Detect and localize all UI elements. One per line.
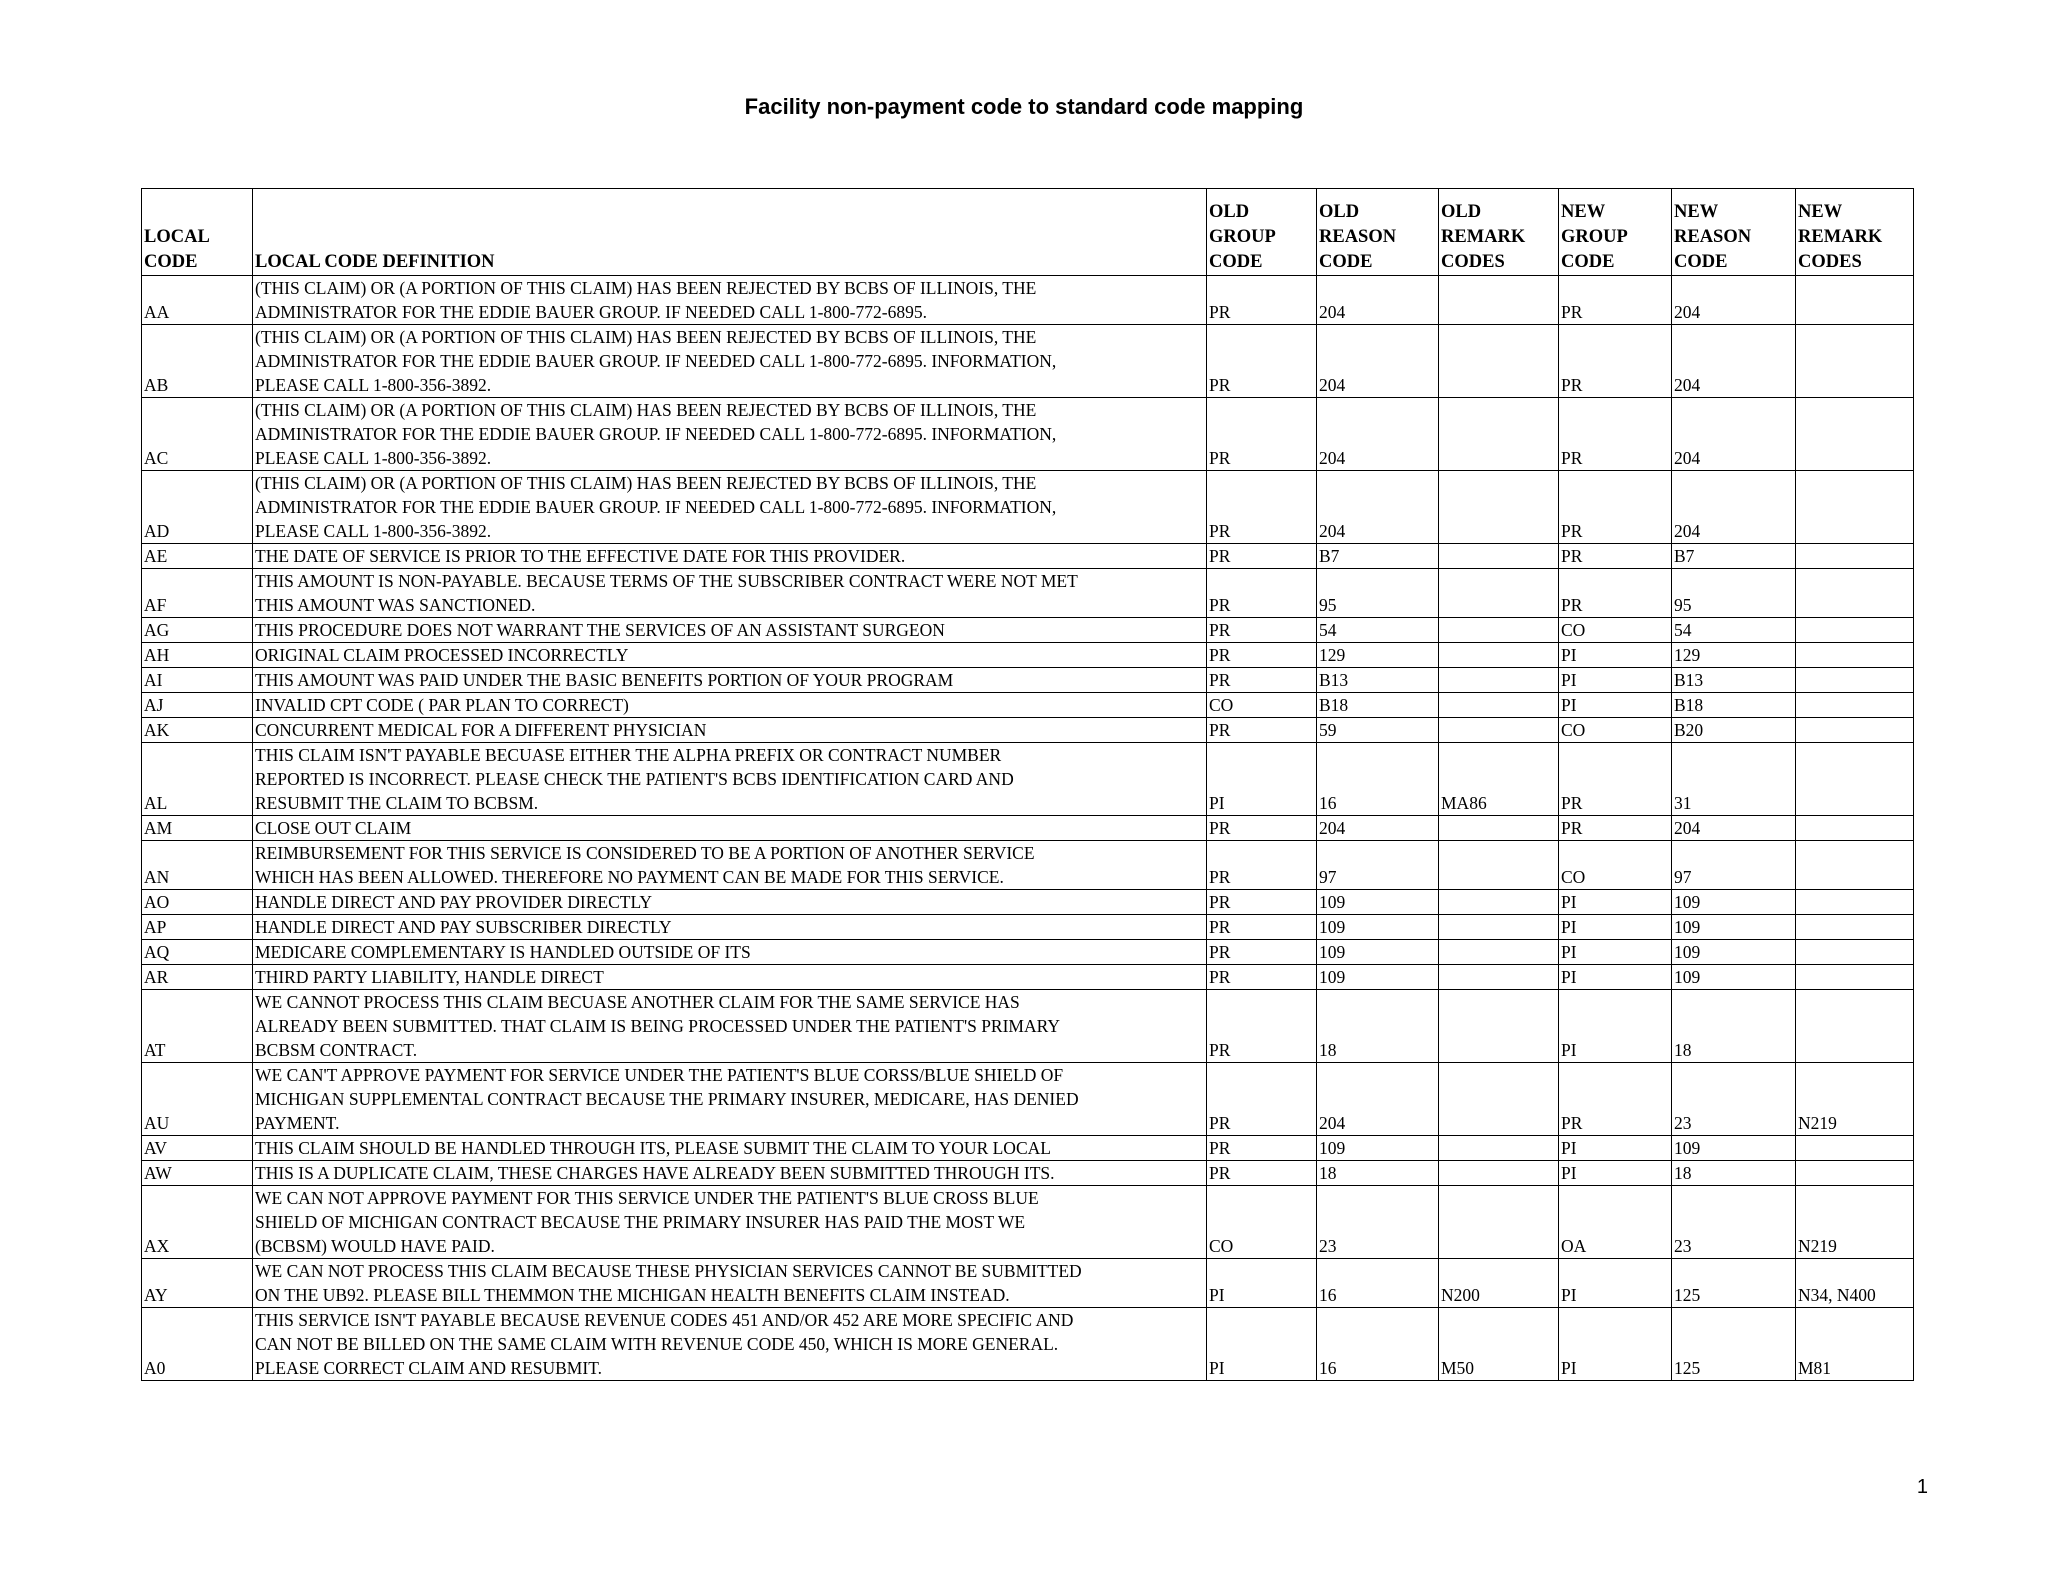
definition-line: THIS AMOUNT IS NON-PAYABLE. BECAUSE TERMS OF THE SUBSCRIBER CONTRACT WERE NOT MET bbox=[255, 571, 1078, 591]
header-new-remark-codes: NEW REMARK CODES bbox=[1796, 189, 1914, 276]
local-code-cell: AW bbox=[142, 1161, 253, 1186]
table-row bbox=[142, 1186, 1914, 1259]
new-group-code-cell: OA bbox=[1559, 1186, 1672, 1259]
table-row bbox=[142, 816, 1914, 841]
local-code-cell: AX bbox=[142, 1186, 253, 1259]
old-remark-codes-cell bbox=[1439, 890, 1559, 915]
table-row bbox=[142, 1259, 1914, 1308]
old-reason-code-cell: 18 bbox=[1317, 990, 1439, 1063]
old-group-code-cell: PI bbox=[1207, 1308, 1317, 1381]
definition-line: ALREADY BEEN SUBMITTED. THAT CLAIM IS BEING PROCESSED UNDER THE PATIENT'S PRIMARY bbox=[255, 1016, 1060, 1036]
old-reason-code-cell: 109 bbox=[1317, 940, 1439, 965]
table-row bbox=[142, 325, 1914, 398]
definition-line: ADMINISTRATOR FOR THE EDDIE BAUER GROUP. IF NEEDED CALL 1-800-772-6895. INFORMATION, bbox=[255, 351, 1057, 371]
table-row bbox=[142, 569, 1914, 618]
local-code-cell: AO bbox=[142, 890, 253, 915]
new-reason-code-cell: 109 bbox=[1672, 965, 1796, 990]
old-reason-code-cell: 204 bbox=[1317, 1063, 1439, 1136]
old-group-code-cell: PR bbox=[1207, 1136, 1317, 1161]
new-group-code-cell: PI bbox=[1559, 940, 1672, 965]
table-row bbox=[142, 915, 1914, 940]
definition-cell bbox=[253, 693, 1207, 718]
header-old-group-code: OLD GROUP CODE bbox=[1207, 189, 1317, 276]
old-group-code-cell: PR bbox=[1207, 643, 1317, 668]
definition-cell bbox=[253, 398, 1207, 471]
definition-line: (THIS CLAIM) OR (A PORTION OF THIS CLAIM) HAS BEEN REJECTED BY BCBS OF ILLINOIS, THE bbox=[255, 278, 1037, 298]
new-remark-codes-cell bbox=[1796, 325, 1914, 398]
code-mapping-table bbox=[141, 188, 1914, 1381]
old-reason-code-cell: 16 bbox=[1317, 743, 1439, 816]
local-code-cell: AH bbox=[142, 643, 253, 668]
header-old-reason-code: OLD REASON CODE bbox=[1317, 189, 1439, 276]
old-group-code-cell: PR bbox=[1207, 915, 1317, 940]
header-local-code-definition: LOCAL CODE DEFINITION bbox=[253, 189, 1207, 276]
old-group-code-cell: PR bbox=[1207, 276, 1317, 325]
new-reason-code-cell: 204 bbox=[1672, 276, 1796, 325]
definition-cell bbox=[253, 816, 1207, 841]
new-group-code-cell: PI bbox=[1559, 1308, 1672, 1381]
definition-line: ORIGINAL CLAIM PROCESSED INCORRECTLY bbox=[255, 645, 629, 665]
new-reason-code-cell: 109 bbox=[1672, 890, 1796, 915]
definition-line: MEDICARE COMPLEMENTARY IS HANDLED OUTSIDE OF ITS bbox=[255, 942, 751, 962]
old-group-code-cell: PR bbox=[1207, 398, 1317, 471]
page-number: 1 bbox=[1916, 1476, 1928, 1498]
new-group-code-cell: PI bbox=[1559, 965, 1672, 990]
old-remark-codes-cell bbox=[1439, 1063, 1559, 1136]
new-reason-code-cell: 54 bbox=[1672, 618, 1796, 643]
new-group-code-cell: PR bbox=[1559, 544, 1672, 569]
table-row bbox=[142, 668, 1914, 693]
definition-line: THIS CLAIM ISN'T PAYABLE BECUASE EITHER THE ALPHA PREFIX OR CONTRACT NUMBER bbox=[255, 745, 1002, 765]
new-remark-codes-cell bbox=[1796, 940, 1914, 965]
old-remark-codes-cell bbox=[1439, 276, 1559, 325]
new-group-code-cell: PR bbox=[1559, 569, 1672, 618]
header-new-group-code: NEW GROUP CODE bbox=[1559, 189, 1672, 276]
definition-line: PLEASE CALL 1-800-356-3892. bbox=[255, 521, 492, 541]
new-reason-code-cell: B13 bbox=[1672, 668, 1796, 693]
local-code-cell: AC bbox=[142, 398, 253, 471]
old-reason-code-cell: 109 bbox=[1317, 915, 1439, 940]
old-remark-codes-cell bbox=[1439, 544, 1559, 569]
local-code-cell: AV bbox=[142, 1136, 253, 1161]
new-group-code-cell: PI bbox=[1559, 1136, 1672, 1161]
definition-line: PLEASE CALL 1-800-356-3892. bbox=[255, 375, 492, 395]
old-remark-codes-cell bbox=[1439, 1161, 1559, 1186]
local-code-cell: AG bbox=[142, 618, 253, 643]
local-code-cell: AI bbox=[142, 668, 253, 693]
old-group-code-cell: PR bbox=[1207, 816, 1317, 841]
local-code-cell: AA bbox=[142, 276, 253, 325]
new-reason-code-cell: B20 bbox=[1672, 718, 1796, 743]
old-reason-code-cell: 23 bbox=[1317, 1186, 1439, 1259]
new-remark-codes-cell bbox=[1796, 398, 1914, 471]
new-group-code-cell: PI bbox=[1559, 643, 1672, 668]
new-remark-codes-cell bbox=[1796, 915, 1914, 940]
new-reason-code-cell: 204 bbox=[1672, 471, 1796, 544]
new-reason-code-cell: 125 bbox=[1672, 1259, 1796, 1308]
definition-line: HANDLE DIRECT AND PAY PROVIDER DIRECTLY bbox=[255, 892, 653, 912]
old-remark-codes-cell bbox=[1439, 965, 1559, 990]
definition-line: (BCBSM) WOULD HAVE PAID. bbox=[255, 1236, 495, 1256]
definition-line: THIS AMOUNT WAS PAID UNDER THE BASIC BENEFITS PORTION OF YOUR PROGRAM bbox=[255, 670, 954, 690]
old-group-code-cell: PR bbox=[1207, 618, 1317, 643]
old-remark-codes-cell: M50 bbox=[1439, 1308, 1559, 1381]
local-code-cell: AQ bbox=[142, 940, 253, 965]
old-reason-code-cell: 109 bbox=[1317, 1136, 1439, 1161]
local-code-cell: AJ bbox=[142, 693, 253, 718]
definition-cell bbox=[253, 743, 1207, 816]
old-reason-code-cell: 204 bbox=[1317, 325, 1439, 398]
old-remark-codes-cell bbox=[1439, 1186, 1559, 1259]
old-group-code-cell: PR bbox=[1207, 1063, 1317, 1136]
new-remark-codes-cell bbox=[1796, 743, 1914, 816]
header-local-code: LOCAL CODE bbox=[142, 189, 253, 276]
definition-line: (THIS CLAIM) OR (A PORTION OF THIS CLAIM) HAS BEEN REJECTED BY BCBS OF ILLINOIS, THE bbox=[255, 473, 1037, 493]
definition-cell bbox=[253, 1186, 1207, 1259]
table-row bbox=[142, 990, 1914, 1063]
old-remark-codes-cell bbox=[1439, 718, 1559, 743]
new-remark-codes-cell bbox=[1796, 276, 1914, 325]
table-row bbox=[142, 841, 1914, 890]
local-code-cell: AR bbox=[142, 965, 253, 990]
local-code-cell: AF bbox=[142, 569, 253, 618]
definition-line: INVALID CPT CODE ( PAR PLAN TO CORRECT) bbox=[255, 695, 629, 715]
new-group-code-cell: PI bbox=[1559, 890, 1672, 915]
old-group-code-cell: PR bbox=[1207, 569, 1317, 618]
definition-line: THIS CLAIM SHOULD BE HANDLED THROUGH ITS, PLEASE SUBMIT THE CLAIM TO YOUR LOCAL bbox=[255, 1138, 1051, 1158]
old-remark-codes-cell bbox=[1439, 643, 1559, 668]
old-remark-codes-cell bbox=[1439, 940, 1559, 965]
old-remark-codes-cell bbox=[1439, 325, 1559, 398]
table-row bbox=[142, 940, 1914, 965]
new-remark-codes-cell bbox=[1796, 1136, 1914, 1161]
definition-cell bbox=[253, 643, 1207, 668]
table-body bbox=[142, 276, 1914, 1381]
old-remark-codes-cell bbox=[1439, 841, 1559, 890]
old-group-code-cell: PR bbox=[1207, 668, 1317, 693]
local-code-cell: AP bbox=[142, 915, 253, 940]
old-remark-codes-cell bbox=[1439, 1136, 1559, 1161]
new-group-code-cell: PR bbox=[1559, 398, 1672, 471]
new-remark-codes-cell bbox=[1796, 693, 1914, 718]
table-row bbox=[142, 643, 1914, 668]
local-code-cell: AK bbox=[142, 718, 253, 743]
new-reason-code-cell: 204 bbox=[1672, 398, 1796, 471]
local-code-cell: AE bbox=[142, 544, 253, 569]
old-reason-code-cell: 204 bbox=[1317, 816, 1439, 841]
local-code-cell: AU bbox=[142, 1063, 253, 1136]
definition-line: THIRD PARTY LIABILITY, HANDLE DIRECT bbox=[255, 967, 604, 987]
new-remark-codes-cell bbox=[1796, 618, 1914, 643]
old-remark-codes-cell bbox=[1439, 471, 1559, 544]
new-reason-code-cell: B18 bbox=[1672, 693, 1796, 718]
old-reason-code-cell: 54 bbox=[1317, 618, 1439, 643]
new-group-code-cell: PI bbox=[1559, 693, 1672, 718]
old-reason-code-cell: 129 bbox=[1317, 643, 1439, 668]
new-group-code-cell: CO bbox=[1559, 718, 1672, 743]
local-code-cell: AM bbox=[142, 816, 253, 841]
definition-line: ON THE UB92. PLEASE BILL THEMMON THE MICHIGAN HEALTH BENEFITS CLAIM INSTEAD. bbox=[255, 1285, 1010, 1305]
new-remark-codes-cell bbox=[1796, 569, 1914, 618]
definition-line: ADMINISTRATOR FOR THE EDDIE BAUER GROUP. IF NEEDED CALL 1-800-772-6895. INFORMATION, bbox=[255, 424, 1057, 444]
definition-cell bbox=[253, 1136, 1207, 1161]
definition-line: MICHIGAN SUPPLEMENTAL CONTRACT BECAUSE THE PRIMARY INSURER, MEDICARE, HAS DENIED bbox=[255, 1089, 1079, 1109]
old-group-code-cell: PR bbox=[1207, 940, 1317, 965]
definition-line: HANDLE DIRECT AND PAY SUBSCRIBER DIRECTLY bbox=[255, 917, 672, 937]
table-row bbox=[142, 718, 1914, 743]
old-group-code-cell: PR bbox=[1207, 325, 1317, 398]
definition-cell bbox=[253, 618, 1207, 643]
definition-line: CONCURRENT MEDICAL FOR A DIFFERENT PHYSICIAN bbox=[255, 720, 707, 740]
definition-line: BCBSM CONTRACT. bbox=[255, 1040, 418, 1060]
table-row bbox=[142, 1063, 1914, 1136]
new-reason-code-cell: 129 bbox=[1672, 643, 1796, 668]
new-remark-codes-cell: N219 bbox=[1796, 1186, 1914, 1259]
old-remark-codes-cell bbox=[1439, 569, 1559, 618]
table-row bbox=[142, 890, 1914, 915]
table-row bbox=[142, 965, 1914, 990]
definition-line: (THIS CLAIM) OR (A PORTION OF THIS CLAIM) HAS BEEN REJECTED BY BCBS OF ILLINOIS, THE bbox=[255, 400, 1037, 420]
old-reason-code-cell: B18 bbox=[1317, 693, 1439, 718]
new-remark-codes-cell bbox=[1796, 471, 1914, 544]
definition-line: (THIS CLAIM) OR (A PORTION OF THIS CLAIM) HAS BEEN REJECTED BY BCBS OF ILLINOIS, THE bbox=[255, 327, 1037, 347]
definition-line: RESUBMIT THE CLAIM TO BCBSM. bbox=[255, 793, 539, 813]
new-group-code-cell: CO bbox=[1559, 618, 1672, 643]
definition-cell bbox=[253, 668, 1207, 693]
new-remark-codes-cell: N219 bbox=[1796, 1063, 1914, 1136]
definition-cell bbox=[253, 544, 1207, 569]
old-remark-codes-cell bbox=[1439, 693, 1559, 718]
table-row bbox=[142, 398, 1914, 471]
old-remark-codes-cell bbox=[1439, 816, 1559, 841]
old-reason-code-cell: B13 bbox=[1317, 668, 1439, 693]
new-remark-codes-cell bbox=[1796, 643, 1914, 668]
new-reason-code-cell: 109 bbox=[1672, 915, 1796, 940]
definition-line: THIS AMOUNT WAS SANCTIONED. bbox=[255, 595, 536, 615]
definition-cell bbox=[253, 325, 1207, 398]
old-group-code-cell: PR bbox=[1207, 841, 1317, 890]
definition-line: THIS SERVICE ISN'T PAYABLE BECAUSE REVENUE CODES 451 AND/OR 452 ARE MORE SPECIFIC AND bbox=[255, 1310, 1074, 1330]
definition-line: THE DATE OF SERVICE IS PRIOR TO THE EFFECTIVE DATE FOR THIS PROVIDER. bbox=[255, 546, 906, 566]
table-row bbox=[142, 618, 1914, 643]
table-row bbox=[142, 743, 1914, 816]
old-group-code-cell: PR bbox=[1207, 1161, 1317, 1186]
definition-line: ADMINISTRATOR FOR THE EDDIE BAUER GROUP. IF NEEDED CALL 1-800-772-6895. INFORMATION, bbox=[255, 497, 1057, 517]
new-reason-code-cell: 125 bbox=[1672, 1308, 1796, 1381]
definition-cell bbox=[253, 965, 1207, 990]
definition-line: CAN NOT BE BILLED ON THE SAME CLAIM WITH REVENUE CODE 450, WHICH IS MORE GENERAL. bbox=[255, 1334, 1059, 1354]
local-code-cell: AY bbox=[142, 1259, 253, 1308]
old-remark-codes-cell bbox=[1439, 668, 1559, 693]
definition-line: WE CANNOT PROCESS THIS CLAIM BECUASE ANOTHER CLAIM FOR THE SAME SERVICE HAS bbox=[255, 992, 1020, 1012]
definition-line: REIMBURSEMENT FOR THIS SERVICE IS CONSIDERED TO BE A PORTION OF ANOTHER SERVICE bbox=[255, 843, 1035, 863]
old-group-code-cell: PR bbox=[1207, 544, 1317, 569]
definition-line: SHIELD OF MICHIGAN CONTRACT BECAUSE THE PRIMARY INSURER HAS PAID THE MOST WE bbox=[255, 1212, 1026, 1232]
definition-cell bbox=[253, 569, 1207, 618]
definition-cell bbox=[253, 841, 1207, 890]
old-remark-codes-cell: N200 bbox=[1439, 1259, 1559, 1308]
new-reason-code-cell: 204 bbox=[1672, 325, 1796, 398]
old-reason-code-cell: 204 bbox=[1317, 471, 1439, 544]
definition-line: PLEASE CALL 1-800-356-3892. bbox=[255, 448, 492, 468]
local-code-cell: AN bbox=[142, 841, 253, 890]
new-group-code-cell: CO bbox=[1559, 841, 1672, 890]
local-code-cell: AB bbox=[142, 325, 253, 398]
new-remark-codes-cell bbox=[1796, 668, 1914, 693]
new-remark-codes-cell bbox=[1796, 841, 1914, 890]
old-group-code-cell: CO bbox=[1207, 1186, 1317, 1259]
old-group-code-cell: PR bbox=[1207, 990, 1317, 1063]
definition-line: WE CAN NOT PROCESS THIS CLAIM BECAUSE THESE PHYSICIAN SERVICES CANNOT BE SUBMITTED bbox=[255, 1261, 1082, 1281]
table-row bbox=[142, 471, 1914, 544]
definition-cell bbox=[253, 276, 1207, 325]
definition-cell bbox=[253, 1259, 1207, 1308]
table-row bbox=[142, 1136, 1914, 1161]
definition-cell bbox=[253, 940, 1207, 965]
old-reason-code-cell: 109 bbox=[1317, 890, 1439, 915]
old-reason-code-cell: 59 bbox=[1317, 718, 1439, 743]
new-reason-code-cell: 23 bbox=[1672, 1186, 1796, 1259]
definition-line: THIS PROCEDURE DOES NOT WARRANT THE SERVICES OF AN ASSISTANT SURGEON bbox=[255, 620, 945, 640]
new-group-code-cell: PI bbox=[1559, 668, 1672, 693]
table-row bbox=[142, 1161, 1914, 1186]
definition-cell bbox=[253, 1161, 1207, 1186]
new-remark-codes-cell bbox=[1796, 990, 1914, 1063]
table-row bbox=[142, 1308, 1914, 1381]
definition-line: WE CAN NOT APPROVE PAYMENT FOR THIS SERVICE UNDER THE PATIENT'S BLUE CROSS BLUE bbox=[255, 1188, 1039, 1208]
old-reason-code-cell: 109 bbox=[1317, 965, 1439, 990]
definition-cell bbox=[253, 990, 1207, 1063]
old-reason-code-cell: 204 bbox=[1317, 276, 1439, 325]
new-reason-code-cell: 31 bbox=[1672, 743, 1796, 816]
new-reason-code-cell: 18 bbox=[1672, 1161, 1796, 1186]
old-reason-code-cell: 16 bbox=[1317, 1308, 1439, 1381]
page-title: Facility non-payment code to standard code mapping bbox=[744, 94, 1304, 119]
new-group-code-cell: PI bbox=[1559, 990, 1672, 1063]
old-remark-codes-cell bbox=[1439, 618, 1559, 643]
definition-line: REPORTED IS INCORRECT. PLEASE CHECK THE PATIENT'S BCBS IDENTIFICATION CARD AND bbox=[255, 769, 1014, 789]
new-remark-codes-cell bbox=[1796, 1161, 1914, 1186]
definition-cell bbox=[253, 718, 1207, 743]
definition-cell bbox=[253, 915, 1207, 940]
header-row bbox=[142, 189, 1914, 276]
header-new-reason-code: NEW REASON CODE bbox=[1672, 189, 1796, 276]
new-remark-codes-cell bbox=[1796, 965, 1914, 990]
old-group-code-cell: PR bbox=[1207, 890, 1317, 915]
old-group-code-cell: PI bbox=[1207, 1259, 1317, 1308]
old-group-code-cell: CO bbox=[1207, 693, 1317, 718]
new-reason-code-cell: 109 bbox=[1672, 940, 1796, 965]
old-reason-code-cell: 95 bbox=[1317, 569, 1439, 618]
definition-line: PAYMENT. bbox=[255, 1113, 340, 1133]
new-group-code-cell: PR bbox=[1559, 1063, 1672, 1136]
new-group-code-cell: PR bbox=[1559, 276, 1672, 325]
old-reason-code-cell: 16 bbox=[1317, 1259, 1439, 1308]
local-code-cell: AT bbox=[142, 990, 253, 1063]
old-reason-code-cell: 18 bbox=[1317, 1161, 1439, 1186]
old-group-code-cell: PR bbox=[1207, 718, 1317, 743]
local-code-cell: AD bbox=[142, 471, 253, 544]
new-reason-code-cell: 204 bbox=[1672, 816, 1796, 841]
old-reason-code-cell: 204 bbox=[1317, 398, 1439, 471]
new-remark-codes-cell bbox=[1796, 890, 1914, 915]
definition-cell bbox=[253, 471, 1207, 544]
definition-cell bbox=[253, 1308, 1207, 1381]
new-reason-code-cell: 95 bbox=[1672, 569, 1796, 618]
old-group-code-cell: PR bbox=[1207, 965, 1317, 990]
new-group-code-cell: PR bbox=[1559, 743, 1672, 816]
new-remark-codes-cell: M81 bbox=[1796, 1308, 1914, 1381]
definition-cell bbox=[253, 890, 1207, 915]
new-reason-code-cell: B7 bbox=[1672, 544, 1796, 569]
old-remark-codes-cell bbox=[1439, 398, 1559, 471]
old-remark-codes-cell bbox=[1439, 990, 1559, 1063]
old-reason-code-cell: 97 bbox=[1317, 841, 1439, 890]
definition-cell bbox=[253, 1063, 1207, 1136]
old-reason-code-cell: B7 bbox=[1317, 544, 1439, 569]
new-group-code-cell: PI bbox=[1559, 1259, 1672, 1308]
new-reason-code-cell: 23 bbox=[1672, 1063, 1796, 1136]
new-reason-code-cell: 109 bbox=[1672, 1136, 1796, 1161]
new-remark-codes-cell: N34, N400 bbox=[1796, 1259, 1914, 1308]
new-group-code-cell: PR bbox=[1559, 471, 1672, 544]
definition-line: ADMINISTRATOR FOR THE EDDIE BAUER GROUP. IF NEEDED CALL 1-800-772-6895. bbox=[255, 302, 927, 322]
old-group-code-cell: PI bbox=[1207, 743, 1317, 816]
old-remark-codes-cell bbox=[1439, 915, 1559, 940]
table-row bbox=[142, 276, 1914, 325]
definition-line: THIS IS A DUPLICATE CLAIM, THESE CHARGES HAVE ALREADY BEEN SUBMITTED THROUGH ITS. bbox=[255, 1163, 1055, 1183]
new-group-code-cell: PI bbox=[1559, 1161, 1672, 1186]
new-reason-code-cell: 18 bbox=[1672, 990, 1796, 1063]
table-row bbox=[142, 693, 1914, 718]
new-remark-codes-cell bbox=[1796, 718, 1914, 743]
definition-line: WE CAN'T APPROVE PAYMENT FOR SERVICE UNDER THE PATIENT'S BLUE CORSS/BLUE SHIELD OF bbox=[255, 1065, 1064, 1085]
definition-line: PLEASE CORRECT CLAIM AND RESUBMIT. bbox=[255, 1358, 602, 1378]
new-group-code-cell: PI bbox=[1559, 915, 1672, 940]
old-group-code-cell: PR bbox=[1207, 471, 1317, 544]
local-code-cell: A0 bbox=[142, 1308, 253, 1381]
definition-line: WHICH HAS BEEN ALLOWED. THEREFORE NO PAYMENT CAN BE MADE FOR THIS SERVICE. bbox=[255, 867, 1004, 887]
new-reason-code-cell: 97 bbox=[1672, 841, 1796, 890]
local-code-cell: AL bbox=[142, 743, 253, 816]
new-group-code-cell: PR bbox=[1559, 325, 1672, 398]
old-remark-codes-cell: MA86 bbox=[1439, 743, 1559, 816]
table-row bbox=[142, 544, 1914, 569]
new-group-code-cell: PR bbox=[1559, 816, 1672, 841]
definition-line: CLOSE OUT CLAIM bbox=[255, 818, 412, 838]
new-remark-codes-cell bbox=[1796, 816, 1914, 841]
header-old-remark-codes: OLD REMARK CODES bbox=[1439, 189, 1559, 276]
new-remark-codes-cell bbox=[1796, 544, 1914, 569]
